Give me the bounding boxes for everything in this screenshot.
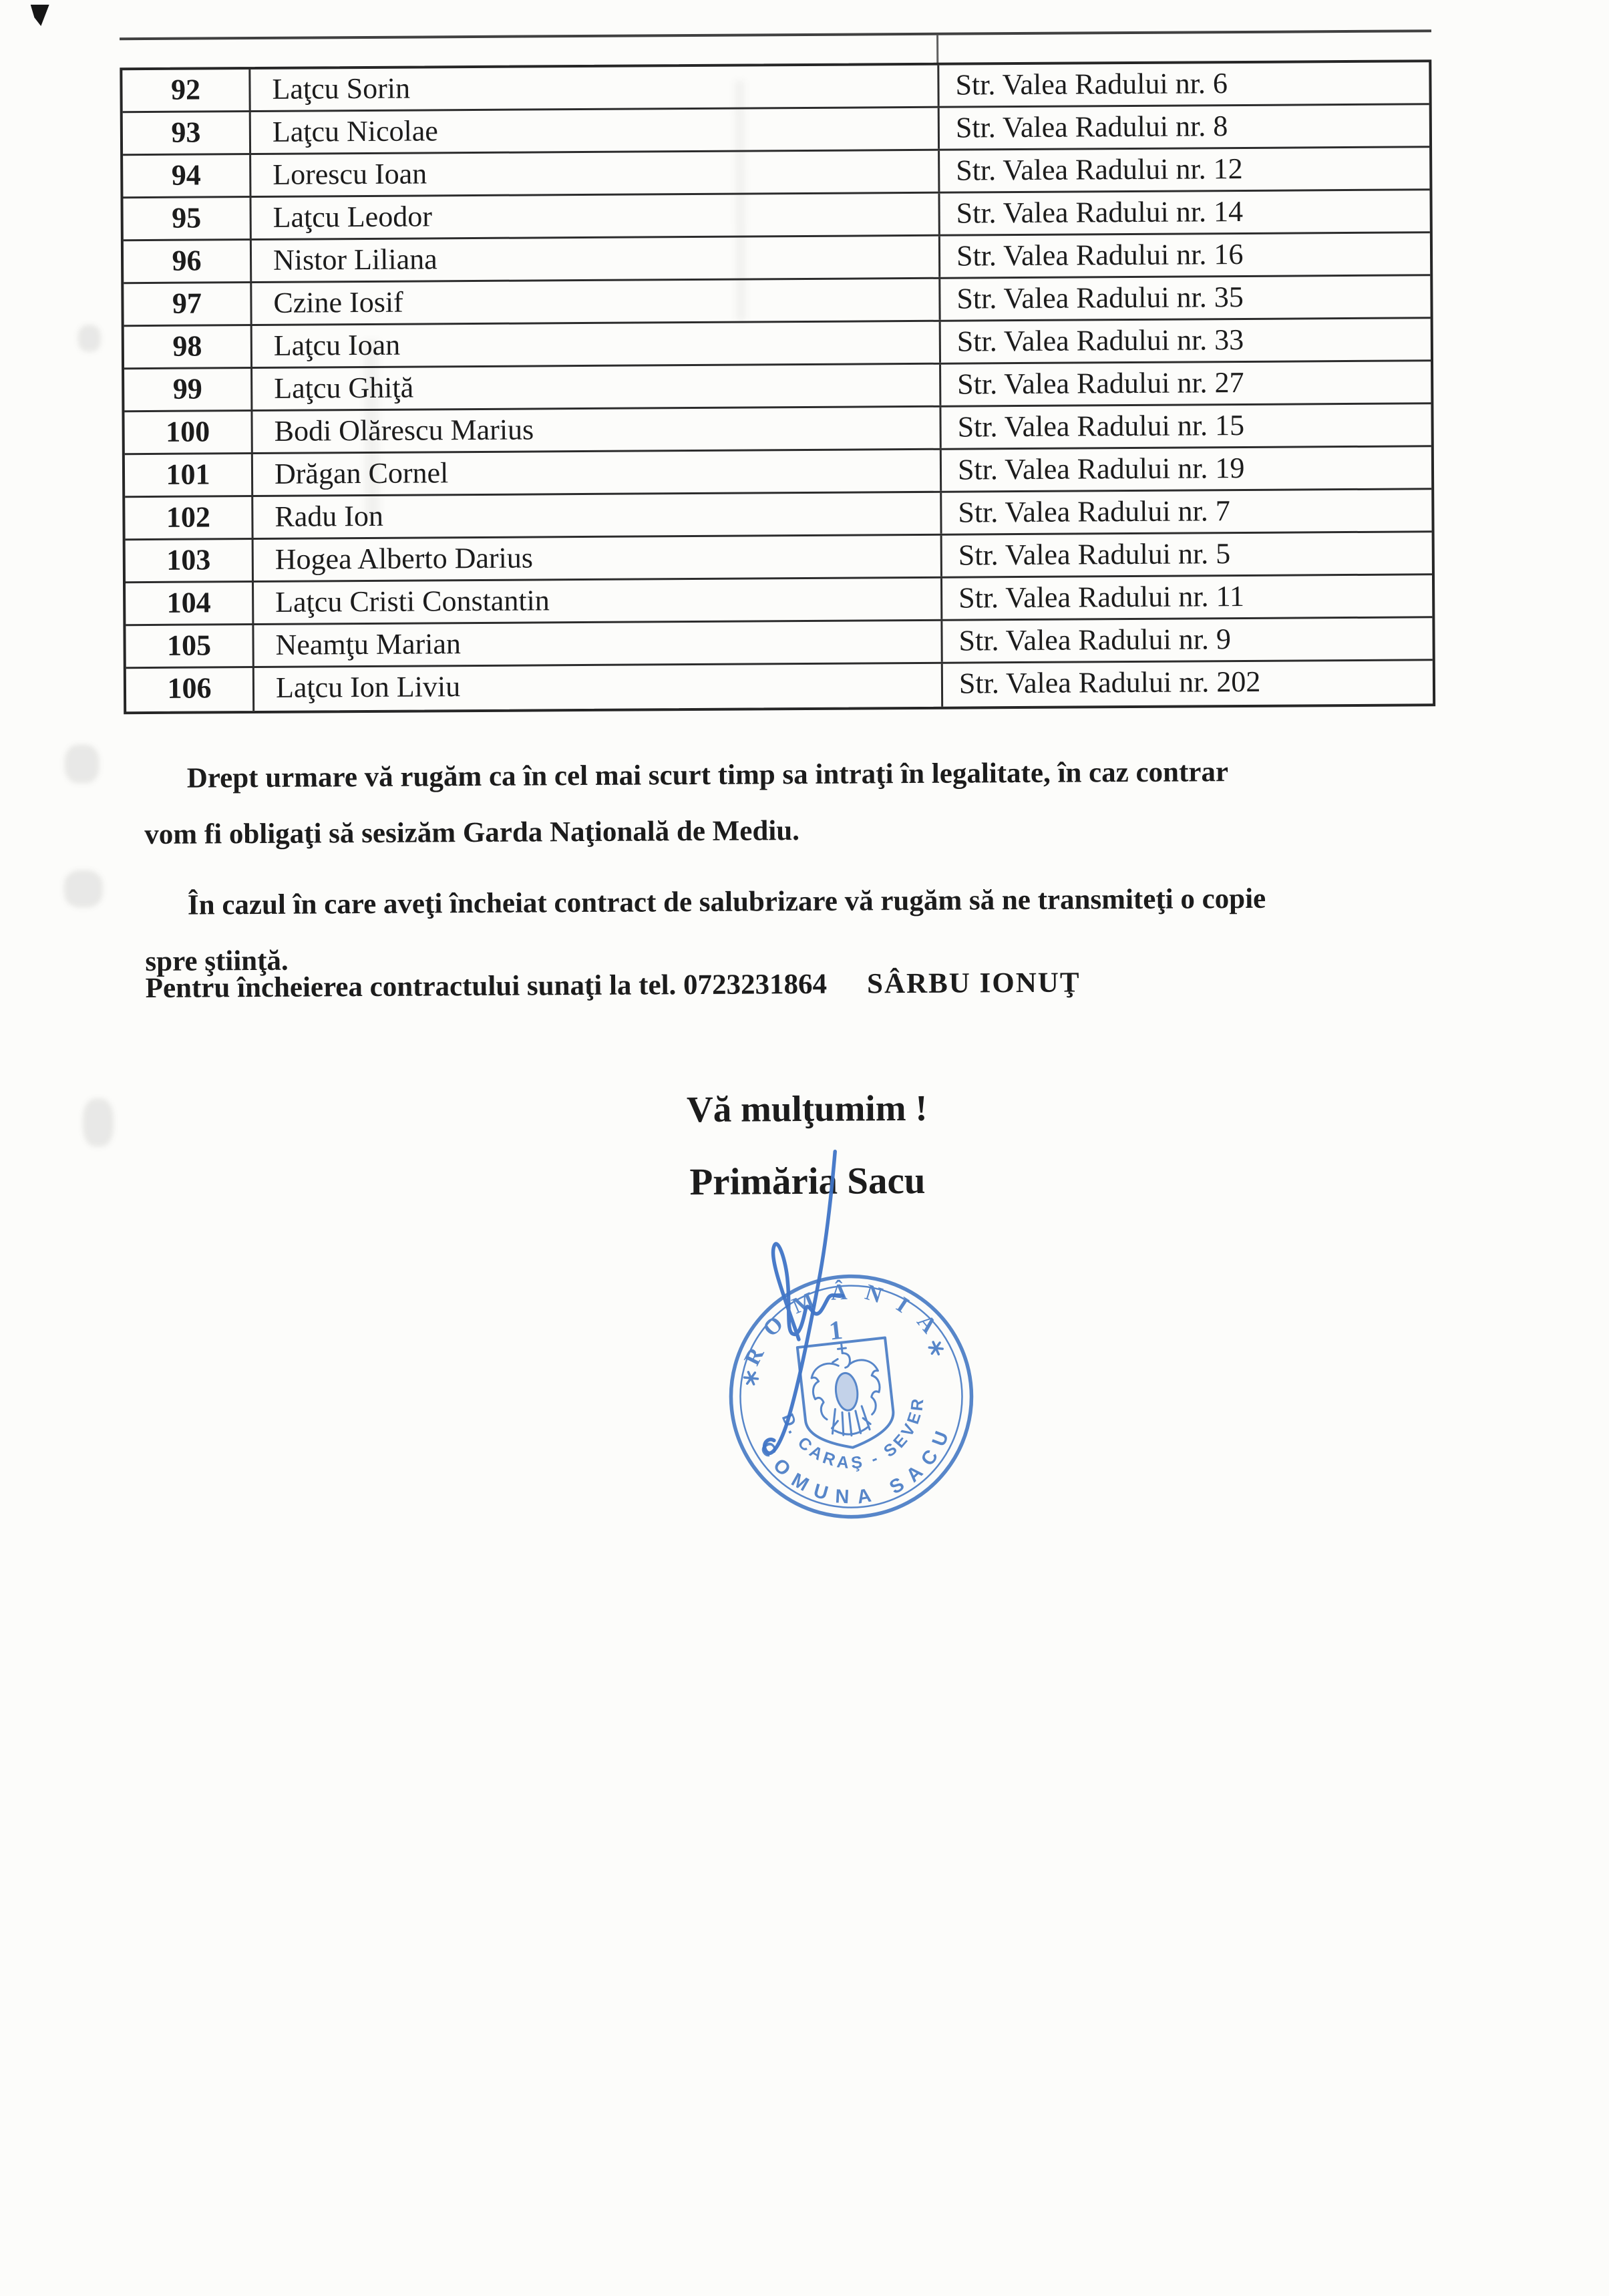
table-cell-no: 97 (124, 283, 252, 325)
table-cell-address: Str. Valea Radului nr. 6 (955, 67, 1228, 102)
table-cell-address: Str. Valea Radului nr. 7 (958, 494, 1230, 529)
thanks-line: Vă mulţumim ! (686, 1087, 928, 1130)
table-row (124, 276, 1430, 327)
table-row (122, 62, 1429, 113)
table-cell-address: Str. Valea Radului nr. 12 (956, 152, 1243, 187)
table-cell-name: Laţcu Nicolae (251, 108, 940, 153)
table-cell-no: 104 (126, 583, 254, 624)
table-cell-no: 92 (122, 69, 250, 111)
table-cell-address: Str. Valea Radului nr. 33 (956, 323, 1244, 358)
table-cell-address: Str. Valea Radului nr. 27 (957, 365, 1244, 401)
stamp-number: 1 (827, 1314, 844, 1346)
table-cell-address: Str. Valea Radului nr. 9 (958, 623, 1232, 657)
table-cell-name: Laţcu Ghiţă (252, 365, 941, 409)
paragraph-line: spre ştiinţă. (145, 945, 289, 978)
table-row (125, 490, 1431, 540)
table-cell-no: 103 (126, 540, 254, 581)
table-row (124, 319, 1431, 369)
table-cell-name: Laţcu Ioan (252, 322, 941, 367)
table-cell-name: Lorescu Ioan (251, 151, 940, 196)
table-cell-address: Str. Valea Radului nr. 5 (958, 537, 1231, 572)
contact-phone-text: Pentru încheierea contractului sunaţi la tel. 0723231864 (145, 968, 828, 1005)
stamp-commune-text: COMUNA SACU (755, 1420, 956, 1508)
scan-artifact-column-divider (936, 35, 938, 65)
table-cell-address: Str. Valea Radului nr. 14 (956, 194, 1244, 230)
paragraph-contact (145, 953, 1427, 1017)
paragraph-line: În cazul în care aveţi încheiat contract de salubrizare vă rugăm să ne transmiteţi o copie (187, 882, 1266, 921)
stamp-country-text: ROMÂNIA (739, 1279, 952, 1369)
official-round-stamp (677, 1222, 1026, 1571)
table-cell-no: 98 (124, 326, 252, 367)
table-row (124, 404, 1431, 455)
table-cell-address: Str. Valea Radului nr. 15 (957, 408, 1245, 444)
table-row (126, 661, 1433, 711)
table-cell-name: Laţcu Ion Liviu (254, 664, 943, 711)
paragraph-legal-warning (144, 743, 1427, 863)
scan-smudge (78, 325, 101, 351)
table-cell-no: 99 (124, 369, 252, 410)
stamp-country-arc (732, 1267, 953, 1372)
contact-person-name: SÂRBU IONUŢ (866, 967, 1081, 1000)
table-cell-no: 101 (125, 454, 253, 496)
paragraph-line: vom fi obligaţi să sesizăm Garda Naţională de Mediu. (144, 815, 800, 851)
table-cell-name: Laţcu Leodor (251, 194, 940, 238)
table-cell-no: 105 (126, 625, 254, 667)
stamp-county-text: JUD. CARAŞ - SEVERIN (777, 1381, 928, 1473)
scan-artifact-corner (31, 5, 49, 26)
table-cell-address: Str. Valea Radului nr. 11 (958, 579, 1245, 615)
table-row (123, 148, 1429, 198)
table-row (126, 575, 1432, 626)
table-cell-name: Radu Ion (253, 493, 942, 538)
table-cell-name: Hogea Alberto Darius (254, 536, 942, 581)
table-cell-no: 95 (123, 198, 251, 239)
table-row (126, 532, 1432, 583)
table-row (123, 105, 1429, 156)
table-row (124, 361, 1431, 412)
signoff-line: Primăria Sacu (689, 1159, 926, 1204)
table-cell-name: Nistor Liliana (252, 236, 940, 281)
table-row (123, 190, 1429, 241)
table-cell-no: 94 (123, 155, 251, 196)
table-cell-name: Drăgan Cornel (253, 450, 942, 495)
table-cell-address: Str. Valea Radului nr. 19 (957, 451, 1245, 486)
table-cell-no: 96 (124, 240, 252, 282)
table-cell-no: 102 (125, 497, 253, 538)
table-row (125, 447, 1431, 498)
table-cell-no: 100 (124, 412, 252, 453)
table-cell-name: Czine Iosif (252, 279, 940, 324)
table-cell-address: Str. Valea Radului nr. 8 (955, 110, 1228, 144)
star-icon (744, 1371, 759, 1384)
table-row (126, 618, 1432, 669)
table-cell-address: Str. Valea Radului nr. 16 (956, 237, 1244, 273)
table-cell-address: Str. Valea Radului nr. 35 (956, 280, 1244, 315)
table-cell-name: Bodi Olărescu Marius (252, 407, 941, 452)
table-cell-no: 93 (123, 112, 251, 154)
paragraph-line: Drept urmare vă rugăm ca în cel mai scurt timp sa intraţi în legalitate, în caz contrar (186, 756, 1229, 794)
scan-smudge (64, 870, 103, 907)
table-cell-name: Laţcu Sorin (250, 65, 939, 110)
residents-table (120, 59, 1435, 714)
coat-of-arms-icon (797, 1337, 897, 1452)
table-cell-no: 106 (126, 668, 254, 711)
table-cell-name: Neamţu Marian (254, 621, 942, 666)
table-row (124, 233, 1430, 284)
scan-smudge (64, 744, 99, 783)
table-cell-name: Laţcu Cristi Constantin (254, 579, 942, 623)
table-cell-address: Str. Valea Radului nr. 202 (958, 665, 1261, 700)
